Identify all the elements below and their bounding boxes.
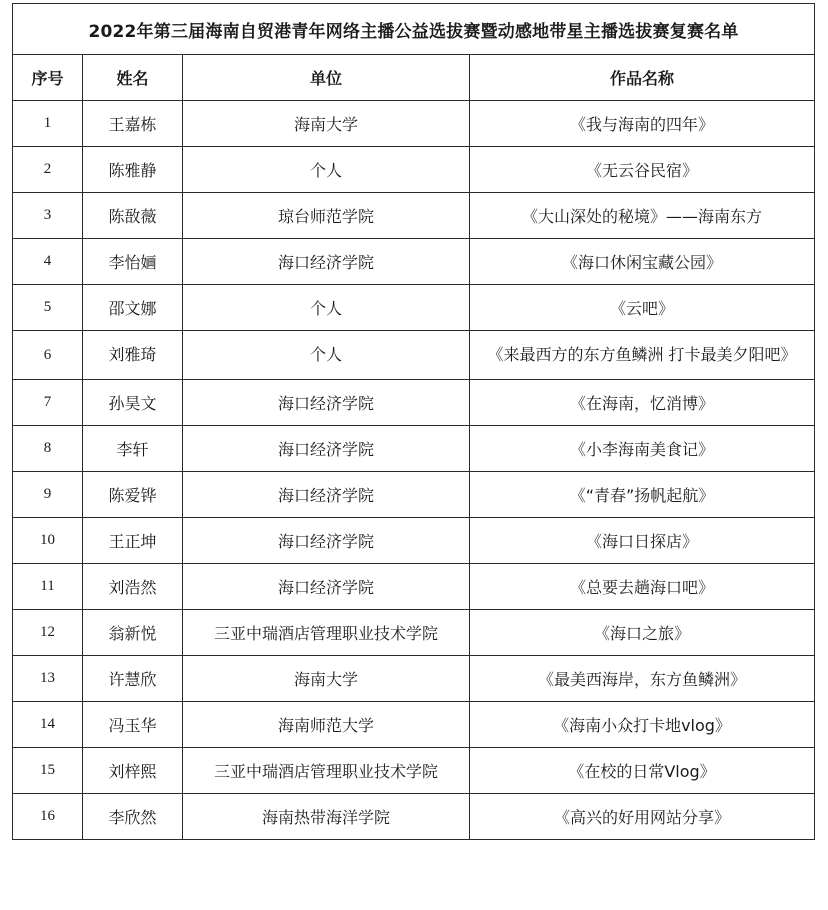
cell-unit: 琼台师范学院 xyxy=(183,193,470,239)
cell-name: 冯玉华 xyxy=(83,702,183,748)
cell-no: 5 xyxy=(13,285,83,331)
cell-name: 邵文娜 xyxy=(83,285,183,331)
header-no: 序号 xyxy=(13,55,83,101)
cell-work-title: 《最美西海岸，东方鱼鳞洲》 xyxy=(470,656,815,702)
cell-unit: 个人 xyxy=(183,285,470,331)
cell-name: 许慧欣 xyxy=(83,656,183,702)
cell-name: 翁新悦 xyxy=(83,610,183,656)
cell-name: 李欣然 xyxy=(83,794,183,840)
cell-unit: 海口经济学院 xyxy=(183,380,470,426)
table-row xyxy=(13,702,815,748)
cell-no: 12 xyxy=(13,610,83,656)
cell-no: 11 xyxy=(13,564,83,610)
header-unit: 单位 xyxy=(183,55,470,101)
cell-name: 孙昊文 xyxy=(83,380,183,426)
cell-unit: 海口经济学院 xyxy=(183,239,470,285)
cell-work-title: 《总要去趟海口吧》 xyxy=(470,564,815,610)
cell-name: 李轩 xyxy=(83,426,183,472)
cell-unit: 海南大学 xyxy=(183,656,470,702)
cell-work-title: 《海口日探店》 xyxy=(470,518,815,564)
cell-name: 刘浩然 xyxy=(83,564,183,610)
table-row xyxy=(13,610,815,656)
cell-no: 1 xyxy=(13,101,83,147)
table-row xyxy=(13,285,815,331)
title-row xyxy=(13,4,815,55)
cell-no: 7 xyxy=(13,380,83,426)
cell-name: 陈雅静 xyxy=(83,147,183,193)
header-name: 姓名 xyxy=(83,55,183,101)
cell-work-title: 《我与海南的四年》 xyxy=(470,101,815,147)
table-row xyxy=(13,426,815,472)
table-row xyxy=(13,380,815,426)
table-row xyxy=(13,656,815,702)
table-row xyxy=(13,147,815,193)
table-row xyxy=(13,193,815,239)
document-title: 2022年第三届海南自贸港青年网络主播公益选拔赛暨动感地带星主播选拔赛复赛名单 xyxy=(13,4,815,55)
cell-unit: 三亚中瑞酒店管理职业技术学院 xyxy=(183,610,470,656)
cell-unit: 海口经济学院 xyxy=(183,518,470,564)
cell-work-title: 《海南小众打卡地vlog》 xyxy=(470,702,815,748)
cell-no: 4 xyxy=(13,239,83,285)
roster-table xyxy=(12,3,815,840)
cell-no: 2 xyxy=(13,147,83,193)
table-row xyxy=(13,794,815,840)
cell-unit: 海口经济学院 xyxy=(183,564,470,610)
cell-work-title: 《高兴的好用网站分享》 xyxy=(470,794,815,840)
cell-work-title: 《小李海南美食记》 xyxy=(470,426,815,472)
table-row xyxy=(13,518,815,564)
cell-work-title: 《大山深处的秘境》——海南东方 xyxy=(470,193,815,239)
table-row xyxy=(13,331,815,380)
cell-name: 陈爱铧 xyxy=(83,472,183,518)
header-work: 作品名称 xyxy=(470,55,815,101)
cell-name: 刘梓熙 xyxy=(83,748,183,794)
cell-no: 13 xyxy=(13,656,83,702)
cell-no: 6 xyxy=(13,331,83,380)
cell-unit: 海口经济学院 xyxy=(183,426,470,472)
cell-name: 王正坤 xyxy=(83,518,183,564)
cell-no: 8 xyxy=(13,426,83,472)
cell-no: 14 xyxy=(13,702,83,748)
cell-no: 10 xyxy=(13,518,83,564)
cell-work-title: 《“青春”扬帆起航》 xyxy=(470,472,815,518)
cell-no: 9 xyxy=(13,472,83,518)
cell-no: 16 xyxy=(13,794,83,840)
cell-work-title: 《云吧》 xyxy=(470,285,815,331)
cell-name: 王嘉栋 xyxy=(83,101,183,147)
cell-unit: 海南热带海洋学院 xyxy=(183,794,470,840)
cell-work-title: 《在校的日常Vlog》 xyxy=(470,748,815,794)
cell-unit: 海南大学 xyxy=(183,101,470,147)
cell-name: 李怡婳 xyxy=(83,239,183,285)
cell-no: 15 xyxy=(13,748,83,794)
cell-work-title: 《无云谷民宿》 xyxy=(470,147,815,193)
table-row xyxy=(13,472,815,518)
table-row xyxy=(13,748,815,794)
table-row xyxy=(13,564,815,610)
table-row xyxy=(13,239,815,285)
cell-work-title: 《海口之旅》 xyxy=(470,610,815,656)
header-row xyxy=(13,55,815,101)
table-row xyxy=(13,101,815,147)
table-body xyxy=(13,101,815,840)
cell-unit: 个人 xyxy=(183,147,470,193)
cell-work-title: 《在海南，忆消博》 xyxy=(470,380,815,426)
cell-name: 陈敔薇 xyxy=(83,193,183,239)
cell-unit: 海南师范大学 xyxy=(183,702,470,748)
cell-work-title: 《海口休闲宝藏公园》 xyxy=(470,239,815,285)
cell-unit: 个人 xyxy=(183,331,470,380)
cell-unit: 三亚中瑞酒店管理职业技术学院 xyxy=(183,748,470,794)
cell-work-title: 《来最西方的东方鱼鳞洲 打卡最美夕阳吧》 xyxy=(470,331,815,380)
cell-no: 3 xyxy=(13,193,83,239)
cell-name: 刘雅琦 xyxy=(83,331,183,380)
cell-unit: 海口经济学院 xyxy=(183,472,470,518)
